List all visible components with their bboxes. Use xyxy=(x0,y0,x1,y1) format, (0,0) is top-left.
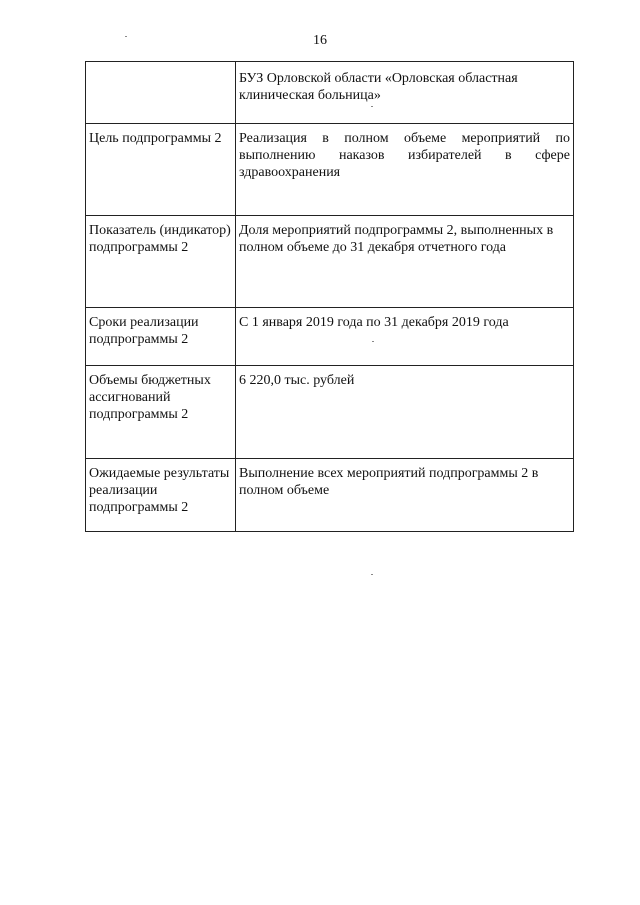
row-value: 6 220,0 тыс. рублей xyxy=(236,366,574,459)
scan-speck xyxy=(125,36,127,37)
page-number: 16 xyxy=(313,33,327,48)
row-label: Показатель (индикатор) подпрограммы 2 xyxy=(86,216,236,308)
subprogram-passport-table xyxy=(85,61,574,532)
row-label xyxy=(86,62,236,124)
row-label: Цель подпрограммы 2 xyxy=(86,124,236,216)
row-value: Реализация в полном объеме мероприятий по выполнению наказов избирателей в сфере здравоохранения xyxy=(236,124,574,216)
row-label: Объемы бюджетных ассигнований подпрограммы 2 xyxy=(86,366,236,459)
table-row xyxy=(86,308,574,366)
table-row xyxy=(86,124,574,216)
table-row xyxy=(86,62,574,124)
scan-speck xyxy=(371,574,373,575)
row-value: Доля мероприятий подпрограммы 2, выполненных в полном объеме до 31 декабря отчетного года xyxy=(236,216,574,308)
row-label: Ожидаемые результаты реализации подпрограммы 2 xyxy=(86,459,236,532)
table-row xyxy=(86,459,574,532)
table-row xyxy=(86,216,574,308)
row-value: Выполнение всех мероприятий подпрограммы 2 в полном объеме xyxy=(236,459,574,532)
row-value: С 1 января 2019 года по 31 декабря 2019 года xyxy=(236,308,574,366)
table-row xyxy=(86,366,574,459)
row-label: Сроки реализации подпрограммы 2 xyxy=(86,308,236,366)
row-value: БУЗ Орловской области «Орловская областная клиническая больница» xyxy=(236,62,574,124)
